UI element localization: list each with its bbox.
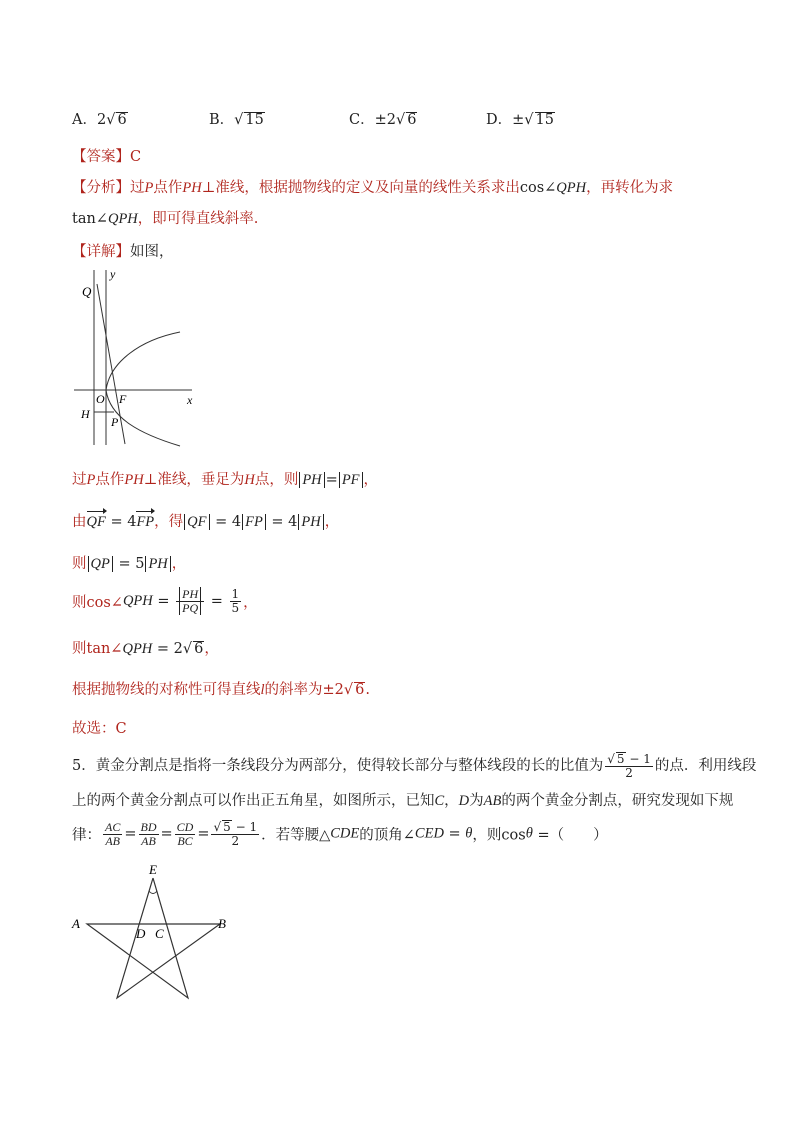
q5-line-3: 律： $\frac{AC}{AB}$ = $\frac{BD}{AB}$ = $\frac{CD}{BC}$ = $\frac{√ 5 - 1}{2}$ ．若等腰△CDE的顶角∠CED = θ，则cosθ =（ ）	[72, 819, 608, 849]
label-f: F	[119, 392, 127, 406]
label-d: D	[136, 926, 146, 941]
analysis-line-2: tan∠QPH，即可得直线斜率.	[72, 211, 259, 227]
angle-theta-mark	[149, 891, 157, 894]
label-p: P	[111, 415, 119, 429]
q5-line-2: 上的两个黄金分割点可以作出正五角星，如图所示，已知C，D为AB的两个黄金分割点，研究发现如下规	[72, 793, 734, 809]
option-b: B．√ 15	[209, 112, 264, 128]
option-d: D．±√ 15	[486, 112, 554, 128]
label-c: C	[155, 926, 164, 941]
detail-line: 【详解】如图，	[72, 244, 174, 260]
label-x: x	[187, 393, 193, 407]
label-h: H	[81, 407, 90, 421]
step-6: 根据抛物线的对称性可得直线l的斜率为±2√ 6.	[72, 682, 370, 698]
step-5: 则tan∠QPH = 2√ 6，	[72, 641, 219, 657]
analysis-line-1: 【分析】过P点作PH⊥准线，根据抛物线的定义及向量的线性关系求出cos∠QPH，再转化为求	[72, 180, 674, 196]
label-o: O	[96, 392, 105, 406]
parabola-figure	[70, 262, 200, 448]
answer-line: 【答案】C	[72, 149, 142, 165]
label-q: Q	[82, 284, 92, 299]
label-a: A	[72, 916, 80, 931]
label-y: y	[110, 267, 116, 281]
label-b: B	[218, 916, 226, 931]
step-7: 故选：C	[72, 721, 127, 737]
step-3: 则 QP = 5 PH ，	[72, 556, 187, 572]
option-c: C．±2√ 6	[349, 112, 417, 128]
option-a: A．2√ 6	[72, 112, 127, 128]
step-2: 由QF = 4FP，得 QF = 4 FP = 4 PH ，	[72, 514, 340, 530]
step-4: 则cos∠QPH = $\frac{PH}{PQ}$ = $\frac{1}{5}$ ，	[72, 587, 258, 616]
star-outline	[87, 878, 220, 998]
step-1: 过P点作PH⊥准线，垂足为H点，则 PH = PF ，	[72, 472, 379, 488]
q5-line-1: 5．黄金分割点是指将一条线段分为两部分，使得较长部分与整体线段的长的比值为 $\frac{√ 5 - 1}{2}$ 的点．利用线段	[72, 752, 757, 781]
label-e: E	[149, 862, 157, 877]
pentagram-figure	[66, 858, 242, 1006]
